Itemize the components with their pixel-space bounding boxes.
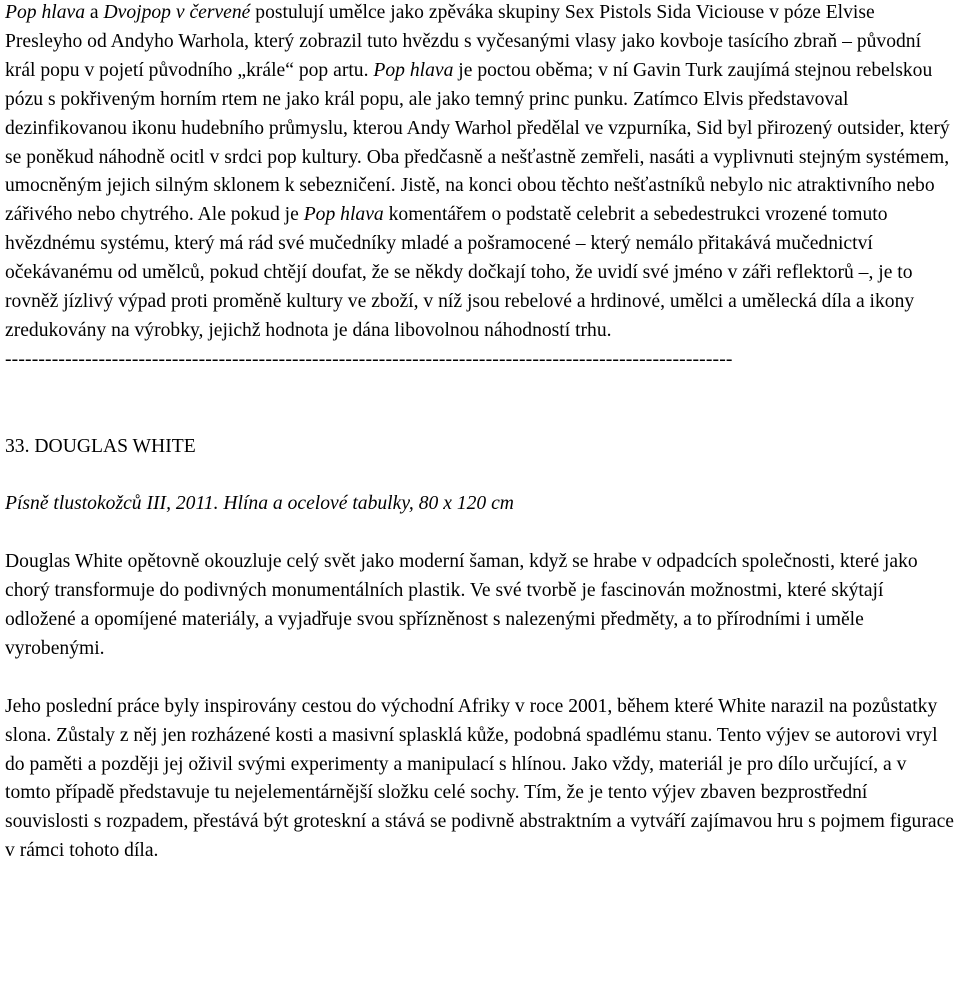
text-run: komentářem o podstatě celebrit a sebedestrukci vrozené tomuto hvězdnému systému, který má rád své mučedníky mladé a pošramocené – který nemálo přitakává mučednictví očekávanému od umělců, pokud chtějí doufat, že se někdy dočkají toho, že uvidí své jméno v záři reflektorů –, je to rovněž jízlivý výpad proti proměně kultury ve zboží, v níž jsou rebelové a hrdinové, umělci a umělecká díla a ikony zredukovány na výrobky, jejichž hodnota je dána libovolnou náhodností trhu. <box>5 204 915 341</box>
text-run: a <box>85 2 104 23</box>
paragraph-pop-hlava <box>5 0 955 346</box>
italic-title: Dvojpop v červené <box>103 2 251 23</box>
italic-title: Pop hlava <box>373 59 454 81</box>
section-heading: 33. DOUGLAS WHITE <box>5 435 196 457</box>
document-page <box>5 0 955 866</box>
dashed-separator: ------------------------------------------------------------------------------------------------------------- <box>5 348 733 370</box>
text-run: postulují umělce jako zpěváka skupiny Sex Pistols Sida Viciouse v póze Elvise Presleyho od Andyho Warhola, který zobrazil tuto hvězdu s vyčesanými vlasy jako kovboje tasícího zbraň – původní král popu v pojetí původního „krále“ pop artu. <box>5 2 922 81</box>
paragraph-douglas-white-africa: Jeho poslední práce byly inspirovány cestou do východní Afriky v roce 2001, během které White narazil na pozůstatky slona. Zůstaly z něj jen rozházené kosti a masivní splasklá kůže, podobná spadlému stanu. Tento výjev se autorovi vryl do paměti a později jej oživil svými experimenty a manipulací s hlínou. Jako vždy, materiál je pro dílo určující, a v tomto případě představuje tu nejelementárnější složku celé sochy. Tím, že je tento výjev zbaven bezprostřední souvislosti s rozpadem, přestává být groteskní a stává se podivně abstraktním a vytváří zajímavou hru s pojmem figurace v rámci tohoto díla. <box>5 695 954 862</box>
italic-title: Pop hlava <box>5 2 85 23</box>
italic-title: Pop hlava <box>303 204 384 226</box>
paragraph-douglas-white-intro: Douglas White opětovně okouzluje celý svět jako moderní šaman, když se hrabe v odpadcích společnosti, které jako chorý transformuje do podivných monumentálních plastik. Ve své tvorbě je fascinován možnostmi, které skýtají odložené a opomíjené materiály, a vyjadřuje svou spřízněnost s nalezenými předměty, a to přírodními i uměle vyrobenými. <box>5 551 918 659</box>
artwork-caption: Písně tlustokožců III, 2011. Hlína a ocelové tabulky, 80 x 120 cm <box>5 493 514 515</box>
text-run: je poctou oběma; v ní Gavin Turk zaujímá stejnou rebelskou pózu s pokřiveným horním rtem ne jako král popu, ale jako temný princ punku. Zatímco Elvis představoval dezinfikovanou ikonu hudebního průmyslu, kterou Andy Warhol předělal ve vzpurníka, Sid byl přirozený outsider, který se poněkud náhodně ocitl v srdci pop kultury. Oba předčasně a nešťastně zemřeli, nasáti a vyplivnuti stejným systémem, umocněným jejich silným sklonem k sebezničení. Jistě, na konci obou těchto nešťastníků nebylo nic atraktivního nebo zářivého nebo chytrého. Ale pokud je <box>5 59 950 226</box>
